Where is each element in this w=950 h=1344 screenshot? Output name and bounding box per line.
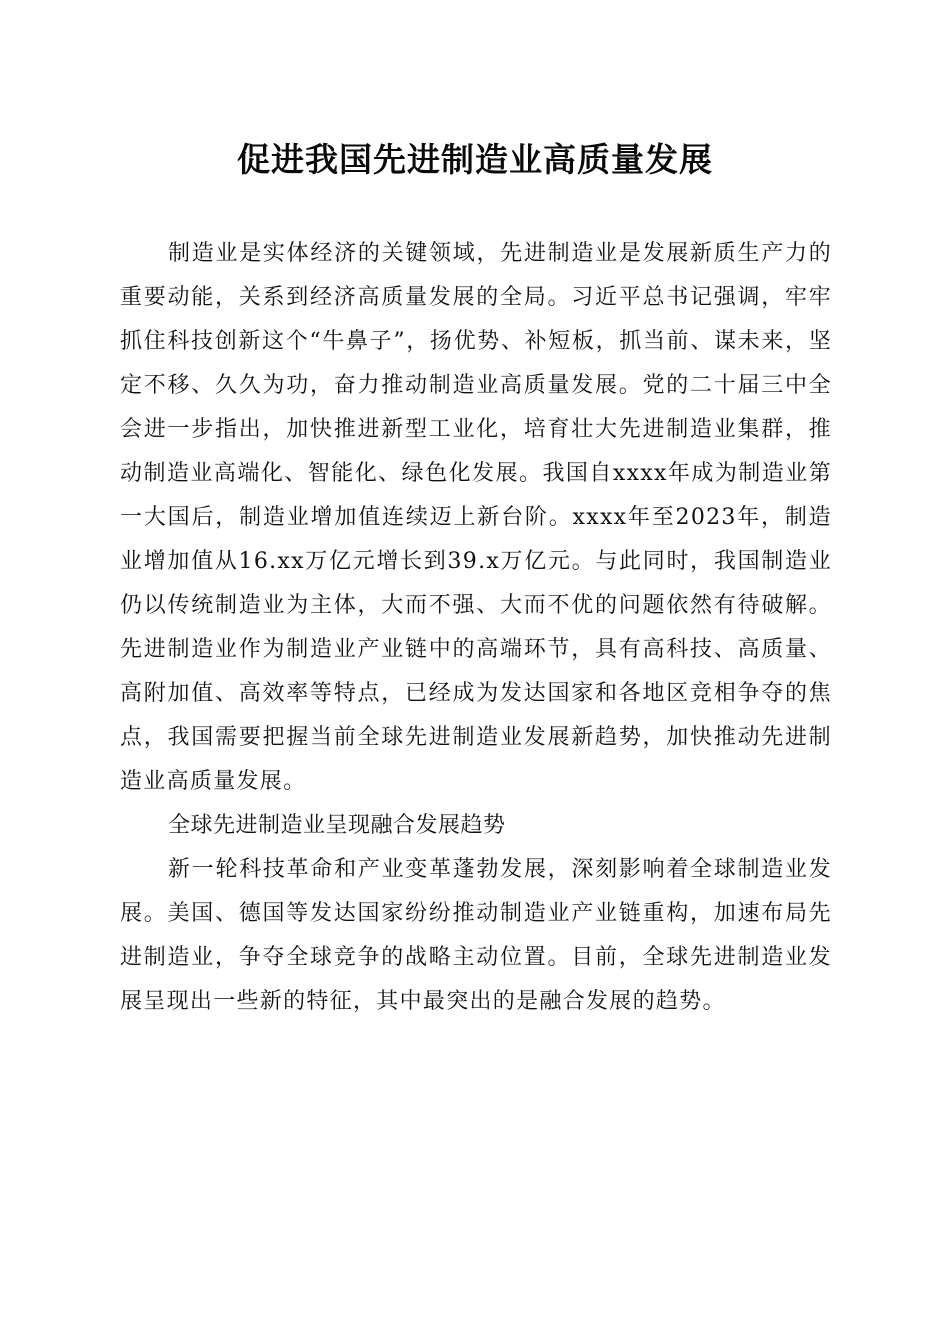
document-title: 促进我国先进制造业高质量发展 — [237, 140, 713, 179]
section-heading: 全球先进制造业呈现融合发展趋势 — [168, 813, 506, 838]
intro-paragraph: 制造业是实体经济的关键领域，先进制造业是发展新质生产力的重要动能，关系到经济高质量发展的全局。习近平总书记强调，牢牢抓住科技创新这个“牛鼻子”，扬优势、补短板，抓当前、谋未来，坚定不移、久久为功，奋力推动制造业高质量发展。党的二十届三中全会进一步指出，加快推进新型工业化，培育壮大先进制造业集群，推动制造业高端化、智能化、绿色化发展。我国自xxxx年成为制造业第一大国后，制造业增加值连续迈上新台阶。xxxx年至2023年，制造业增加值从16.xx万亿元增长到39.x万亿元。与此同时，我国制造业仍以传统制造业为主体，大而不强、大而不优的问题依然有待破解。先进制造业作为制造业产业链中的高端环节，具有高科技、高质量、高附加值、高效率等特点，已经成为发达国家和各地区竞相争夺的焦点，我国需要把握当前全球先进制造业发展新趋势，加快推动先进制造业高质量发展。 — [120, 241, 832, 794]
document-body — [120, 232, 832, 1024]
section-paragraph: 新一轮科技革命和产业变革蓬勃发展，深刻影响着全球制造业发展。美国、德国等发达国家纷纷推动制造业产业链重构，加速布局先进制造业，争夺全球竞争的战略主动位置。目前，全球先进制造业发展呈现出一些新的特征，其中最突出的是融合发展的趋势。 — [120, 857, 832, 1014]
